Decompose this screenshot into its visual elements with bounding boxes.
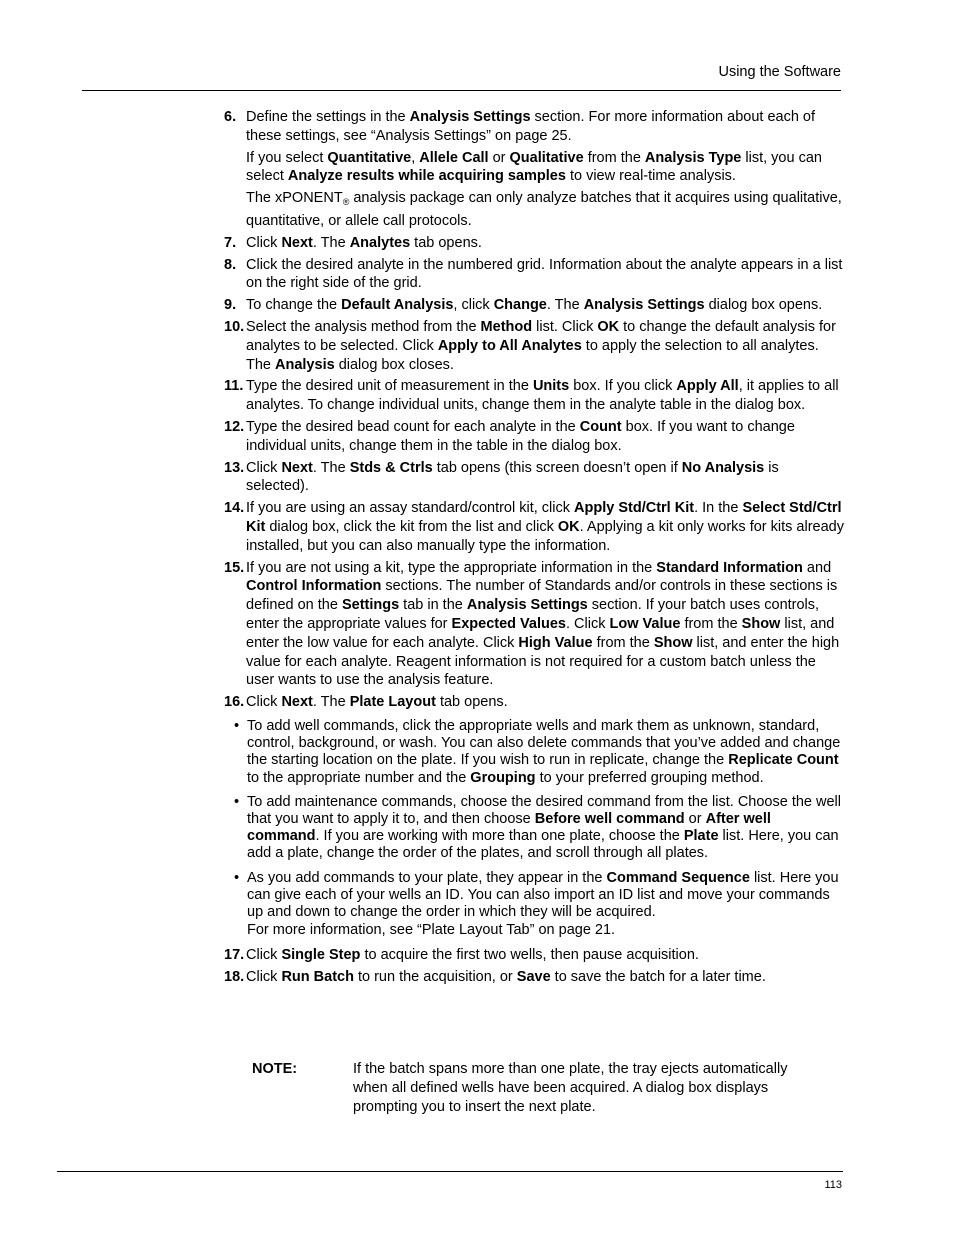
step-item	[224, 108, 844, 231]
bold-term: Analysis Settings	[466, 597, 588, 614]
bold-term: Default Analysis	[341, 297, 454, 314]
bold-term: Single Step	[281, 947, 361, 964]
step-item	[224, 377, 844, 415]
step-text: The xPONENT$_®$ analysis package can only analyze batches that it acquires using qualitative, quantitative, or allele call protocols.	[246, 190, 842, 229]
bold-term: Run Batch	[281, 969, 354, 986]
step-number: 13.	[224, 459, 245, 476]
step-number: 16.	[224, 694, 245, 711]
bold-term: Analysis Settings	[409, 109, 531, 125]
step-number: 10.	[224, 318, 245, 335]
bold-term: Analysis	[275, 356, 335, 373]
bold-term: Stds & Ctrls	[349, 459, 433, 476]
step-text: Click the desired analyte in the numbered grid. Information about the analyte appears in a list on the right side of the grid.	[246, 256, 843, 292]
bold-term: Plate	[683, 828, 719, 845]
steps-list-final	[224, 946, 844, 987]
bold-term: Analysis Type	[644, 149, 742, 166]
header-rule	[82, 90, 841, 91]
bold-term: Apply All	[676, 378, 739, 395]
bold-term: OK	[597, 318, 620, 335]
bold-term: Grouping	[470, 769, 536, 786]
bullet-text: To add well commands, click the appropriate wells and mark them as unknown, standard, control, background, or wash. You can also delete commands that you’ve added and change the starting location on the plate. If you wish to run in replicate, change the Replicate Count to the appropriate number and the Grouping to your preferred grouping method.	[247, 717, 841, 786]
bold-term: Settings	[341, 597, 400, 614]
step-number: 9.	[224, 297, 237, 314]
bullet-icon: •	[234, 793, 240, 810]
step-item	[224, 418, 844, 456]
bold-term: Apply Std/Ctrl Kit	[574, 500, 695, 517]
bullet-text: As you add commands to your plate, they appear in the Command Sequence list. Here you can give each of your wells an ID. You can also import an ID list and move your commands up and down to change the order in which they will be acquired.	[247, 869, 839, 920]
bold-term: Show	[741, 615, 781, 632]
steps-list	[224, 108, 844, 712]
step-text: If you are not using a kit, type the appropriate information in the Standard Information and Control Information sections. The number of Standards and/or controls in these sections is defined on the Settings tab in the Analysis Settings section. If your batch uses controls, enter the appropriate values for Expected Values. Click Low Value from the Show list, and enter the low value for each analyte. Click High Value from the Show list, and enter the high value for each analyte. Reagent information is not required for a custom batch unless the user wants to use the analysis feature.	[246, 559, 840, 689]
step-text: To change the Default Analysis, click Change. The Analysis Settings dialog box opens.	[246, 297, 823, 314]
bullet-list	[224, 718, 844, 939]
step-number: 11.	[224, 378, 244, 395]
bold-term: Change	[493, 297, 547, 314]
footer-rule	[57, 1171, 843, 1172]
bold-term: After well command	[247, 810, 771, 845]
bold-term: Count	[579, 418, 622, 435]
bullet-icon: •	[234, 717, 240, 734]
bold-term: Control Information	[246, 578, 382, 595]
bold-term: Method	[480, 318, 533, 335]
step-item	[224, 256, 844, 294]
bullet-item	[224, 870, 844, 940]
bold-term: Plate Layout	[349, 694, 436, 711]
bold-term: No Analysis	[681, 459, 765, 476]
bold-term: Quantitative	[327, 149, 412, 166]
bold-term: Expected Values	[451, 615, 566, 632]
bullet-followup-text: For more information, see “Plate Layout Tab” on page 21.	[247, 922, 616, 939]
procedure-steps	[224, 108, 844, 990]
step-text: Click Run Batch to run the acquisition, or Save to save the batch for a later time.	[246, 969, 766, 986]
bold-term: Apply to All Analytes	[437, 337, 582, 354]
step-item	[224, 296, 844, 315]
bullet-item	[224, 718, 844, 787]
step-item	[224, 968, 844, 987]
step-number: 17.	[224, 947, 245, 964]
step-number: 12.	[224, 418, 245, 435]
step-item	[224, 499, 844, 555]
bold-term: Next	[281, 459, 313, 476]
bold-term: Analyze results while acquiring samples	[287, 168, 566, 185]
step-text: Click Next. The Plate Layout tab opens.	[246, 694, 508, 711]
bullet-icon: •	[234, 869, 240, 886]
bold-term: Show	[653, 634, 693, 651]
bold-term: Units	[532, 378, 570, 395]
step-text: If you select Quantitative, Allele Call or Qualitative from the Analysis Type list, you can select Analyze results while acquiring samples to view real-time analysis.	[246, 149, 822, 185]
step-number: 8.	[224, 256, 237, 273]
note-label: NOTE:	[252, 1061, 298, 1077]
step-item	[224, 318, 844, 374]
bold-term: Select Std/Ctrl Kit	[246, 500, 842, 535]
step-number: 7.	[224, 234, 237, 251]
step-text: Click Next. The Analytes tab opens.	[246, 234, 482, 251]
step-text: Type the desired unit of measurement in the Units box. If you click Apply All, it applies to all analytes. To change individual units, change them in the analyte table in the dialog box.	[246, 378, 839, 414]
step-number: 18.	[224, 969, 245, 986]
step-item	[224, 459, 844, 497]
header-title: Using the Software	[718, 64, 841, 80]
note-block	[252, 1060, 812, 1116]
bold-term: OK	[557, 518, 580, 535]
step-item	[224, 559, 844, 691]
bullet-text: To add maintenance commands, choose the desired command from the list. Choose the well that you want to apply it to, and then choose Before well command or After well command. If you are working with more than one plate, choose the Plate list. Here, you can add a plate, change the order of the plates, and scroll through all plates.	[247, 793, 842, 862]
step-item	[224, 946, 844, 965]
bullet-item	[224, 794, 844, 863]
bold-term: Next	[281, 694, 313, 711]
bold-term: Standard Information	[656, 559, 803, 576]
step-text: Click Next. The Stds & Ctrls tab opens (this screen doesn’t open if No Analysis is selected).	[246, 459, 779, 495]
step-item	[224, 693, 844, 712]
bold-term: Low Value	[609, 615, 681, 632]
bold-term: Next	[281, 234, 313, 251]
step-text: If you are using an assay standard/control kit, click Apply Std/Ctrl Kit. In the Select Std/Ctrl Kit dialog box, click the kit from the list and click OK. Applying a kit only works for kits already installed, but you can also manually type the information.	[246, 500, 844, 554]
step-text: Click Single Step to acquire the first two wells, then pause acquisition.	[246, 947, 699, 964]
bold-term: Analysis Settings	[583, 297, 705, 314]
bold-term: Command Sequence	[606, 869, 750, 886]
step-text: Define the settings in the Analysis Settings section. For more information about each of these settings, see “Analysis Settings” on page 25.	[246, 109, 816, 144]
note-text: If the batch spans more than one plate, the tray ejects automatically when all defined wells have been acquired. A dialog box displays prompting you to insert the next plate.	[353, 1061, 788, 1115]
bold-term: Analytes	[349, 234, 411, 251]
bold-term: Qualitative	[509, 149, 584, 166]
bold-term: Replicate Count	[728, 752, 839, 769]
bold-term: Before well command	[534, 810, 685, 827]
registered-mark: ®	[342, 197, 350, 208]
bold-term: Allele Call	[419, 149, 489, 166]
step-item	[224, 234, 844, 253]
step-text: Type the desired bead count for each analyte in the Count box. If you want to change individual units, change them in the table in the dialog box.	[246, 418, 795, 454]
page-number: 113	[824, 1179, 842, 1191]
bold-term: High Value	[518, 634, 593, 651]
step-text: Select the analysis method from the Method list. Click OK to change the default analysis for analytes to be selected. Click Apply to All Analytes to apply the selection to all analytes. The Analysis dialog box closes.	[246, 318, 836, 373]
step-number: 15.	[224, 559, 245, 576]
step-number: 6.	[224, 109, 237, 125]
bold-term: Save	[516, 969, 551, 986]
step-number: 14.	[224, 500, 245, 517]
